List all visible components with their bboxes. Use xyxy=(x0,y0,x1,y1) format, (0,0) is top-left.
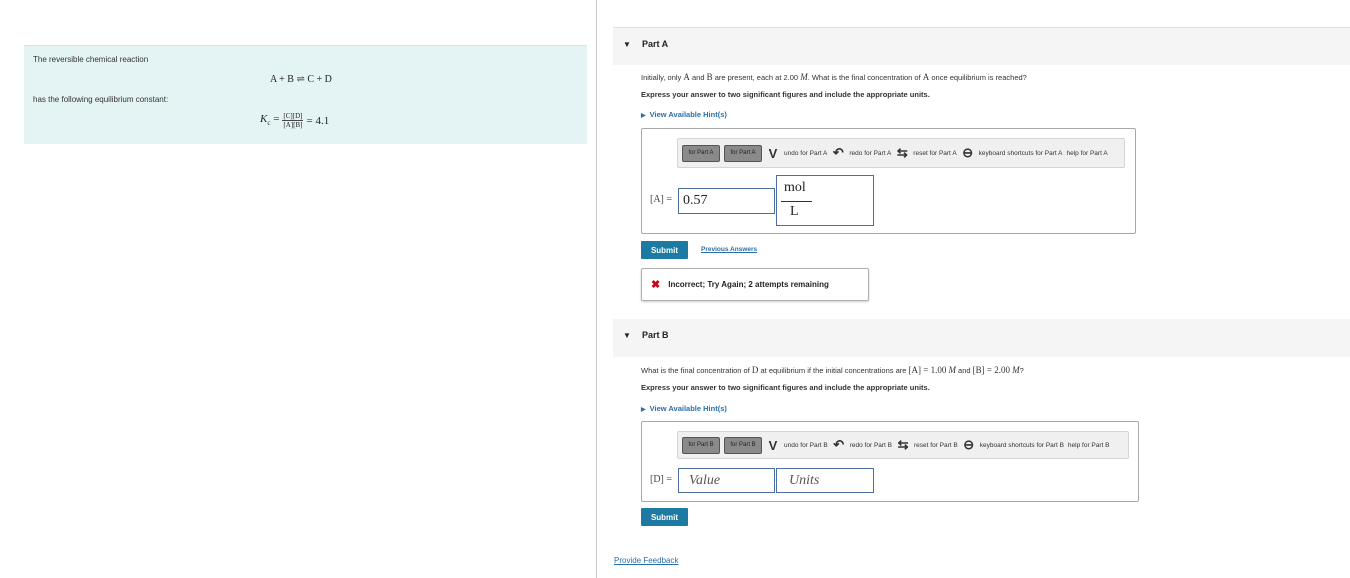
part-a-title: Part A xyxy=(642,39,669,49)
previous-answers-link[interactable]: Previous Answers xyxy=(701,246,758,253)
part-b-title: Part B xyxy=(642,330,669,340)
help-button[interactable]: help for Part B xyxy=(1067,441,1110,449)
part-a-submit-button[interactable]: Submit xyxy=(641,241,688,259)
provide-feedback-link[interactable]: Provide Feedback xyxy=(614,556,679,565)
reset-button[interactable]: reset for Part A xyxy=(913,149,957,157)
problem-statement xyxy=(24,45,587,144)
template-button-2[interactable]: for Part B xyxy=(724,437,762,454)
kc-numerator: [C][D] xyxy=(283,112,303,120)
reset-icon: ⊖ xyxy=(962,145,974,160)
kc-fraction xyxy=(282,112,303,129)
template-button-1[interactable]: for Part B xyxy=(682,437,720,454)
undo-button[interactable]: undo for Part A xyxy=(784,149,828,157)
expand-triangle-icon: ▶ xyxy=(641,113,646,119)
help-button[interactable]: help for Part A xyxy=(1066,149,1108,157)
error-x-icon: ✖ xyxy=(651,279,661,291)
reaction-equation: A + B ⇌ C + D xyxy=(270,74,332,85)
part-b-question: What is the final concentration of D at equilibrium if the initial concentrations are [A] = 1.00 M and [B] = 2.00 M? xyxy=(641,365,1024,375)
value-input[interactable]: 0.57 xyxy=(678,188,775,214)
units-input[interactable] xyxy=(776,175,874,226)
part-b-header[interactable] xyxy=(613,319,1350,357)
problem-intro: The reversible chemical reaction xyxy=(33,55,149,64)
part-b-instruction: Express your answer to two significant figures and include the appropriate units. xyxy=(641,383,930,392)
kc-symbol: $K_c$ = xyxy=(260,113,280,128)
value-placeholder: Value xyxy=(689,472,721,488)
part-b-answer-area xyxy=(641,421,1139,502)
unit-numerator: mol xyxy=(784,180,806,195)
units-input[interactable] xyxy=(776,468,874,493)
redo-arrow-icon: ⇆ xyxy=(896,145,908,160)
left-panel xyxy=(0,0,597,578)
part-b-math-toolbar xyxy=(677,431,1129,459)
fraction-bar xyxy=(781,201,812,202)
part-a-answer-area xyxy=(641,128,1136,234)
collapse-arrow-icon[interactable]: ▼ xyxy=(623,40,631,49)
kc-denominator: [A][B] xyxy=(283,121,303,129)
redo-button[interactable]: redo for Part B xyxy=(849,441,893,449)
answer-label: [D] = xyxy=(650,474,673,485)
template-button-1[interactable]: for Part A xyxy=(682,145,720,162)
reset-icon: ⊖ xyxy=(963,437,975,452)
undo-arrow-icon: ↶ xyxy=(833,437,845,452)
part-a-hint-toggle[interactable]: ▶ View Available Hint(s) xyxy=(641,110,727,119)
equilibrium-constant-expression xyxy=(260,112,329,129)
keyboard-shortcuts-button[interactable]: keyboard shortcuts for Part A xyxy=(978,149,1063,157)
expand-triangle-icon: ▶ xyxy=(641,407,646,413)
part-a-question: Initially, only A and B are present, each at 2.00 M. What is the final concentration of A once equilibrium is reached? xyxy=(641,72,1027,82)
template-button-2[interactable]: for Part A xyxy=(724,145,762,162)
part-b-submit-button[interactable]: Submit xyxy=(641,508,688,526)
units-placeholder: Units xyxy=(789,472,820,488)
part-a-header[interactable] xyxy=(613,27,1350,65)
kc-value: = 4.1 xyxy=(306,114,330,127)
unit-denominator: L xyxy=(790,204,799,219)
mu-symbol-icon[interactable]: V xyxy=(768,437,778,453)
part-a-math-toolbar xyxy=(677,138,1125,168)
redo-arrow-icon: ⇆ xyxy=(897,437,909,452)
reset-button[interactable]: reset for Part B xyxy=(914,441,958,449)
part-a-instruction: Express your answer to two significant figures and include the appropriate units. xyxy=(641,90,930,99)
undo-arrow-icon: ↶ xyxy=(832,145,844,160)
mu-symbol-icon[interactable]: V xyxy=(768,145,778,161)
problem-intro-2: has the following equilibrium constant: xyxy=(33,95,169,104)
answer-label: [A] = xyxy=(650,194,673,205)
feedback-text: Incorrect; Try Again; 2 attempts remaining xyxy=(668,280,829,289)
keyboard-shortcuts-button[interactable]: keyboard shortcuts for Part B xyxy=(979,441,1064,449)
value-input[interactable] xyxy=(678,468,775,493)
collapse-arrow-icon[interactable]: ▼ xyxy=(623,331,631,340)
part-b-hint-toggle[interactable]: ▶ View Available Hint(s) xyxy=(641,404,727,413)
part-a-feedback xyxy=(641,268,869,301)
redo-button[interactable]: redo for Part A xyxy=(849,149,892,157)
undo-button[interactable]: undo for Part B xyxy=(784,441,828,449)
